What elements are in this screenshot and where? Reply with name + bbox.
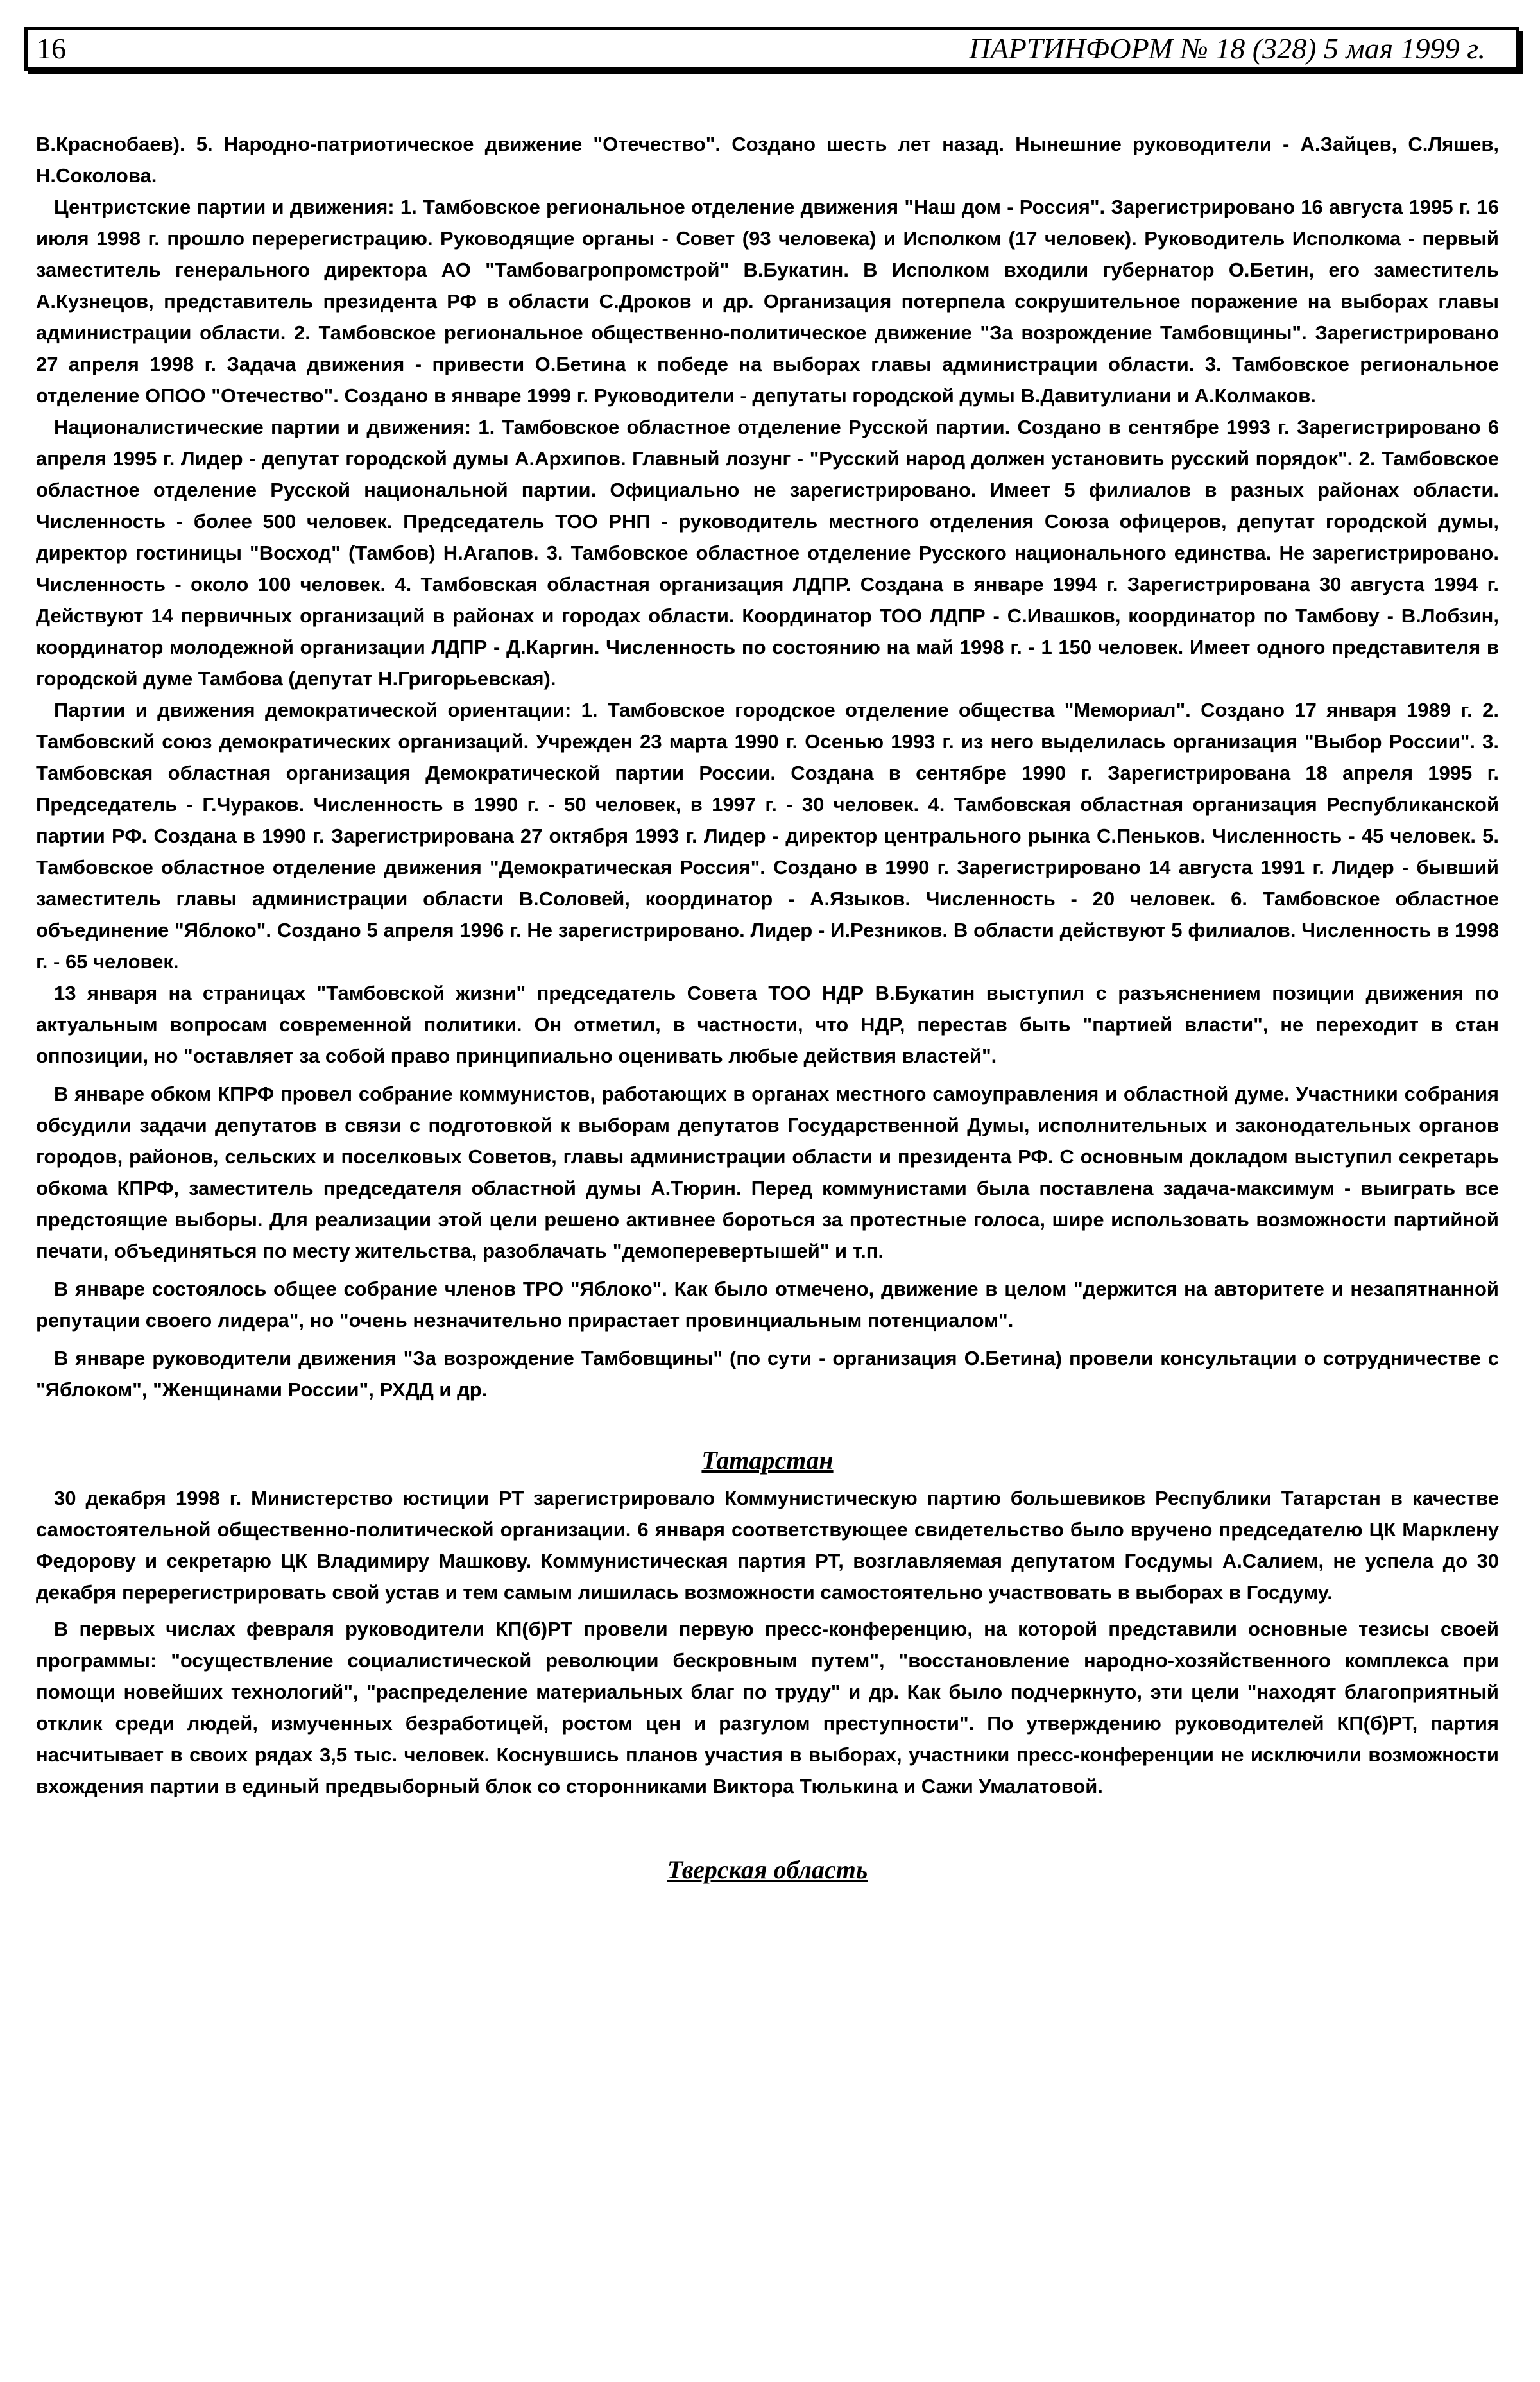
- page-number: 16: [37, 32, 66, 65]
- paragraph-ndr-position: 13 января на страницах "Тамбовской жизни" председатель Совета ТОО НДР В.Букатин выступил с разъяснением позиции движения по актуальным вопросам современной политики. Он отметил, в частности, что НДР, перестав быть "партией власти", не переходит в стан оппозиции, но "оставляет за собой право принципиально оценивать любые действия властей".: [36, 982, 1499, 1067]
- page-header: [24, 27, 1519, 71]
- article-body: [36, 128, 1499, 1892]
- paragraph-kpb-press-conference: В первых числах февраля руководители КП(б)РТ провели первую пресс-конференцию, на которой представили основные тезисы своей программы: "осуществление социалистической революции бескровным путем", "восстановление народно-хозяйственного комплекса при помощи новейших технологий", "распределение материальных благ по труду" и др. Как было подчеркнуто, эти цели "находят благоприятный отклик среди людей, измученных безработицей, ростом цен и разгулом преступности". По утверждению руководителей КП(б)РТ, партия насчитывает в своих рядах 3,5 тыс. человек. Коснувшись планов участия в выборах, участники пресс-конференции не исключили возможности вхождения партии в единый предвыборный блок со сторонниками Виктора Тюлькина и Сажи Умалатовой.: [36, 1618, 1499, 1797]
- section-heading-tver: Тверская область: [667, 1855, 868, 1884]
- paragraph-democratic-parties: Партии и движения демократической ориентации: 1. Тамбовское городское отделение общества "Мемориал". Создано 17 января 1989 г. 2. Тамбовский союз демократических организаций. Учрежден 23 марта 1990 г. Осенью 1993 г. из него выделилась организация "Выбор России". 3. Тамбовская областная организация Демократической партии России. Создана в сентябре 1990 г. Зарегистрирована 18 апреля 1995 г. Председатель - Г.Чураков. Численность в 1990 г. - 50 человек, в 1997 г. - 30 человек. 4. Тамбовская областная организация Республиканской партии РФ. Создана в 1990 г. Зарегистрирована 27 октября 1993 г. Лидер - директор центрального рынка С.Пеньков. Численность - 45 человек. 5. Тамбовское областное отделение движения "Демократическая Россия". Создано в 1990 г. Зарегистрировано 14 августа 1991 г. Лидер - бывший заместитель главы администрации области В.Соловей, координатор - А.Языков. Численность - 20 человек. 6. Тамбовское областное объединение "Яблоко". Создано 5 апреля 1996 г. Не зарегистрировано. Лидер - И.Резников. В области действуют 5 филиалов. Численность в 1998 г. - 65 человек.: [36, 699, 1499, 973]
- publication-title: ПАРТИНФОРМ № 18 (328) 5 мая 1999 г.: [969, 32, 1485, 65]
- paragraph-kpb-registration: 30 декабря 1998 г. Министерство юстиции РТ зарегистрировало Коммунистическую партию большевиков Республики Татарстан в качестве самостоятельной общественно-политической организации. 6 января соответствующее свидетельство было вручено председателю ЦК Марклену Федорову и секретарю ЦК Владимиру Машкову. Коммунистическая партия РТ, возглавляемая депутатом Госдумы А.Салием, не успела до 30 декабря перерегистрировать свой устав и тем самым лишилась возможности самостоятельно участвовать в выборах в Госдуму.: [36, 1487, 1499, 1604]
- paragraph-nationalist-parties: Националистические партии и движения: 1. Тамбовское областное отделение Русской партии. Создано в сентябре 1993 г. Зарегистрировано 6 апреля 1995 г. Лидер - депутат городской думы А.Архипов. Главный лозунг - "Русский народ должен установить русский порядок". 2. Тамбовское областное отделение Русской национальной партии. Официально не зарегистрировано. Имеет 5 филиалов в разных районах области. Численность - более 500 человек. Председатель ТОО РНП - руководитель местного отделения Союза офицеров, депутат городской думы, директор гостиницы "Восход" (Тамбов) Н.Агапов. 3. Тамбовское областное отделение Русского национального единства. Не зарегистрировано. Численность - около 100 человек. 4. Тамбовская областная организация ЛДПР. Создана в январе 1994 г. Зарегистрирована 30 августа 1994 г. Действуют 14 первичных организаций в районах и городах области. Координатор ТОО ЛДПР - С.Ивашков, координатор по Тамбову - В.Лобзин, координатор молодежной организации ЛДПР - Д.Каргин. Численность по состоянию на май 1998 г. - 1 150 человек. Имеет одного представителя в городской думе Тамбова (депутат Н.Григорьевская).: [36, 416, 1499, 690]
- paragraph-kprf-meeting: В январе обком КПРФ провел собрание коммунистов, работающих в органах местного самоуправления и областной думе. Участники собрания обсудили задачи депутатов в связи с подготовкой к выборам депутатов Государственной Думы, исполнительных и законодательных органов городов, районов, сельских и поселковых Советов, главы администрации области и президента РФ. С основным докладом выступил секретарь обкома КПРФ, заместитель председателя областной думы А.Тюрин. Перед коммунистами была поставлена задача-максимум - выиграть все предстоящие выборы. Для реализации этой цели решено активнее бороться за протестные голоса, шире использовать возможности партийной печати, объединяться по месту жительства, разоблачать "демоперевертышей" и т.п.: [36, 1083, 1499, 1262]
- paragraph-revival-consultations: В январе руководители движения "За возрождение Тамбовщины" (по сути - организация О.Бетина) провели консультации о сотрудничестве с "Яблоком", "Женщинами России", РХДД и др.: [36, 1347, 1499, 1401]
- paragraph-centrist-parties: Центристские партии и движения: 1. Тамбовское региональное отделение движения "Наш дом - Россия". Зарегистрировано 16 августа 1995 г. 16 июля 1998 г. прошло перерегистрацию. Руководящие органы - Совет (93 человека) и Исполком (17 человек). Руководитель Исполкома - первый заместитель генерального директора АО "Тамбовагропромстрой" В.Букатин. В Исполком входили губернатор О.Бетин, его заместитель А.Кузнецов, представитель президента РФ в области С.Дроков и др. Организация потерпела сокрушительное поражение на выборах главы администрации области. 2. Тамбовское региональное общественно-политическое движение "За возрождение Тамбовщины". Зарегистрировано 27 апреля 1998 г. Задача движения - привести О.Бетина к победе на выборах главы администрации области. 3. Тамбовское региональное отделение ОПОО "Отечество". Создано в январе 1999 г. Руководители - депутаты городской думы В.Давитулиани и А.Колмаков.: [36, 196, 1499, 407]
- paragraph-yabloko-meeting: В январе состоялось общее собрание членов ТРО "Яблоко". Как было отмечено, движение в целом "держится на авторитете и незапятнанной репутации своего лидера", но "очень незначительно прирастает провинциальным потенциалом".: [36, 1278, 1499, 1332]
- section-heading-tatarstan: Татарстан: [701, 1446, 834, 1475]
- paragraph-otechestvo-movement: В.Краснобаев). 5. Народно-патриотическое движение "Отечество". Создано шесть лет назад. Нынешние руководители - А.Зайцев, С.Ляшев, Н.Соколова.: [36, 133, 1499, 187]
